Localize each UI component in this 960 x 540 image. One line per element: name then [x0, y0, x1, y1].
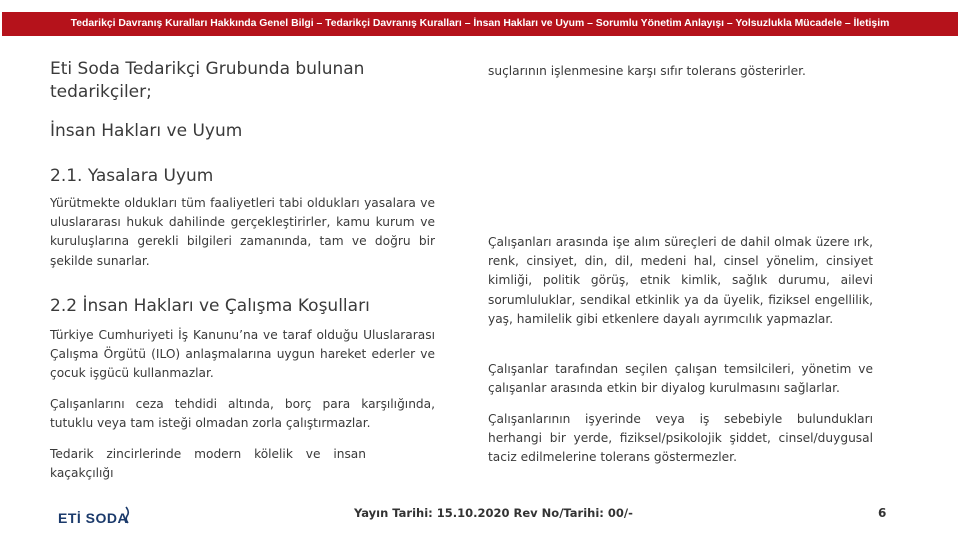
top-navigation-bar — [0, 0, 960, 36]
logo-mark-icon — [124, 506, 132, 524]
supplier-heading: Eti Soda Tedarikçi Grubunda bulunan tedarikçiler; — [50, 59, 365, 102]
paragraph-modern-slavery: Tedarik zincirlerinde modern kölelik ve insan kaçakçılığı — [50, 447, 366, 481]
publish-info: Yayın Tarihi: 15.10.2020 Rev No/Tarihi: 00/- — [354, 506, 633, 520]
paragraph-zero-tolerance: suçlarının işlenmesine karşı sıfır tolerans gösterirler. — [488, 64, 806, 78]
page-number: 6 — [878, 506, 887, 520]
logo-text: ETİ SODA — [58, 510, 129, 526]
paragraph-non-discrimination: Çalışanları arasında işe alım süreçleri de dahil olmak üzere ırk, renk, cinsiyet, din, dil, medeni hal, cinsel yönelim, cinsiyet kimliği, politik görüş, etnik kimlik, sağlık durumu, ailevi sorumluluklar, sendikal etkinlik ya da üyelik, fiziksel engellilik, yaş, hamilelik gibi etkenlere dayalı ayrımcılık yapmazlar. — [488, 235, 873, 326]
paragraph-compliance: Yürütmekte oldukları tüm faaliyetleri tabi oldukları yasalara ve uluslararası hukuk dahilinde gerçekleştirirler, kamu kurum ve kuruluşlarına gerekli bilgileri zamanında, tam ve doğru bir şekilde sunarlar. — [50, 196, 435, 268]
subsection-heading-2-2: 2.2 İnsan Hakları ve Çalışma Koşulları — [50, 296, 370, 316]
section-heading: İnsan Hakları ve Uyum — [50, 121, 243, 141]
breadcrumb-nav[interactable]: Tedarikçi Davranış Kuralları Hakkında Genel Bilgi – Tedarikçi Davranış Kuralları – İnsan Hakları ve Uyum – Sorumlu Yönetim Anlayışı – Yolsuzlukla Mücadele – İletişim — [2, 12, 958, 36]
paragraph-forced-labor: Çalışanlarını ceza tehdidi altında, borç para karşılığında, tutuklu veya tam isteği olmadan zorla çalıştırmazlar. — [50, 397, 435, 431]
eti-soda-logo — [58, 508, 138, 530]
subsection-heading-2-1: 2.1. Yasalara Uyum — [50, 166, 214, 186]
paragraph-employee-representatives: Çalışanlar tarafından seçilen çalışan temsilcileri, yönetim ve çalışanlar arasında etkin bir diyalog kurulmasını sağlarlar. — [488, 362, 873, 396]
paragraph-labor-law: Türkiye Cumhuriyeti İş Kanunu’na ve taraf olduğu Uluslararası Çalışma Örgütü (ILO) anlaşmalarına uygun hareket ederler ve çocuk işgücü kullanmazlar. — [50, 328, 435, 381]
paragraph-harassment: Çalışanlarının işyerinde veya iş sebebiyle bulundukları herhangi bir yerde, fiziksel/psikolojik şiddet, cinsel/duygusal taciz edilmelerine tolerans göstermezler. — [488, 412, 873, 465]
